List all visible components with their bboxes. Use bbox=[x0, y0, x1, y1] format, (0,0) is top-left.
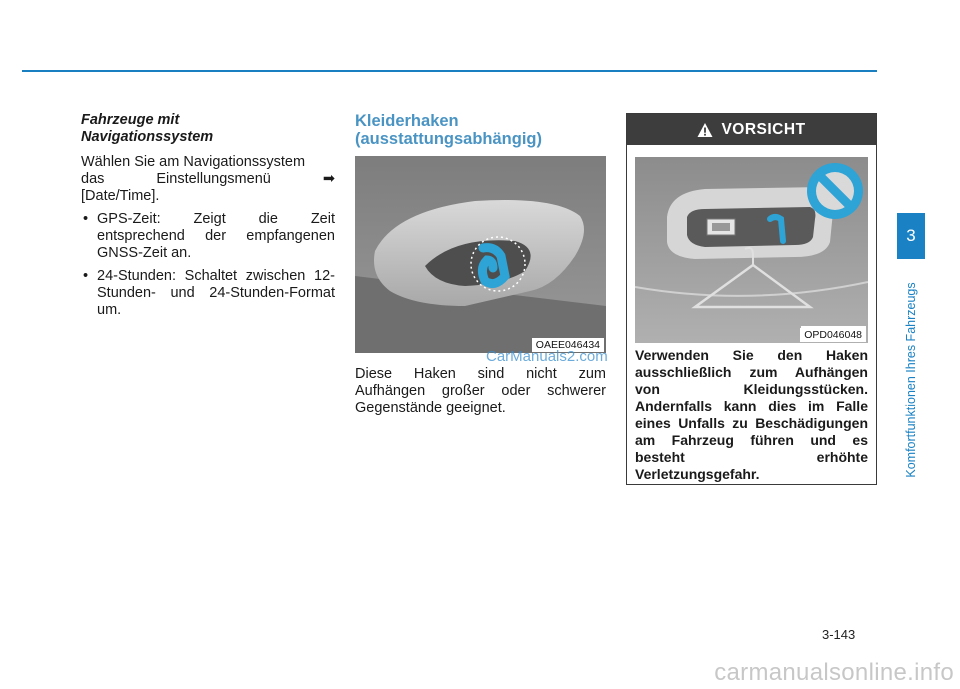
intro-text: das bbox=[81, 171, 105, 187]
hanger-figure bbox=[635, 157, 868, 343]
site-footer-watermark: carmanualsonline.info bbox=[714, 659, 954, 686]
hanger-illustration bbox=[635, 157, 868, 343]
caution-heading: VORSICHT bbox=[721, 120, 806, 138]
figure-code: OPD046048 bbox=[800, 328, 866, 342]
chapter-title: Komfortfunktionen Ihres Fahrzeugs bbox=[904, 282, 918, 478]
page-number: 3-143 bbox=[822, 627, 856, 642]
section-title bbox=[355, 112, 606, 148]
subheading-line: Fahrzeuge mit bbox=[81, 112, 180, 128]
intro-line bbox=[81, 154, 335, 171]
left-column bbox=[81, 112, 335, 325]
list-item-text: 24-Stunden: Schaltet zwischen 12-Stunden- und 24-Stunden-Format um. bbox=[97, 268, 335, 318]
bullet-icon: • bbox=[83, 268, 89, 284]
list-item bbox=[81, 268, 335, 319]
arrow-icon: ➡ bbox=[322, 171, 335, 187]
coat-hook-figure bbox=[355, 156, 606, 353]
caution-header bbox=[627, 114, 876, 145]
list-item bbox=[81, 211, 335, 262]
bullet-list bbox=[81, 211, 335, 319]
figure-code: OAEE046434 bbox=[532, 338, 604, 352]
warning-triangle-icon bbox=[697, 122, 713, 138]
section-title-line: (ausstattungsabhängig) bbox=[355, 130, 543, 148]
intro-line bbox=[81, 188, 335, 205]
intro-text: [Date/Time]. bbox=[81, 188, 160, 204]
caution-text: Verwenden Sie den Haken ausschließlich zum Aufhängen von Kleidungsstücken. Andernfalls kann dies im Falle eines Unfalls zu Beschädigungen am Fahrzeug führen und es besteht erhöhte Verletzungsgefahr. bbox=[635, 347, 868, 482]
chapter-number: 3 bbox=[906, 226, 916, 245]
section-body: Diese Haken sind nicht zum Aufhängen großer oder schwerer Gegenstände geeignet. bbox=[355, 366, 606, 416]
bullet-icon: • bbox=[83, 211, 89, 227]
coat-hook-illustration bbox=[355, 156, 606, 353]
caution-box bbox=[626, 113, 877, 485]
intro-text: Wählen Sie am Navigationssystem bbox=[81, 154, 306, 170]
watermark-text: CarManuals2.com bbox=[486, 348, 608, 365]
subheading-line: Navigationssystem bbox=[81, 129, 214, 145]
intro-line bbox=[81, 171, 335, 188]
section-title-line: Kleiderhaken bbox=[355, 112, 459, 130]
header-rule bbox=[22, 70, 877, 72]
subheading bbox=[81, 112, 335, 146]
intro-text: Einstellungsmenü bbox=[156, 171, 271, 187]
list-item-text: GPS-Zeit: Zeigt die Zeit entsprechend der empfangenen GNSS-Zeit an. bbox=[97, 211, 335, 261]
middle-column bbox=[355, 112, 608, 416]
chapter-tab bbox=[897, 213, 925, 259]
intro-paragraph bbox=[81, 154, 335, 205]
